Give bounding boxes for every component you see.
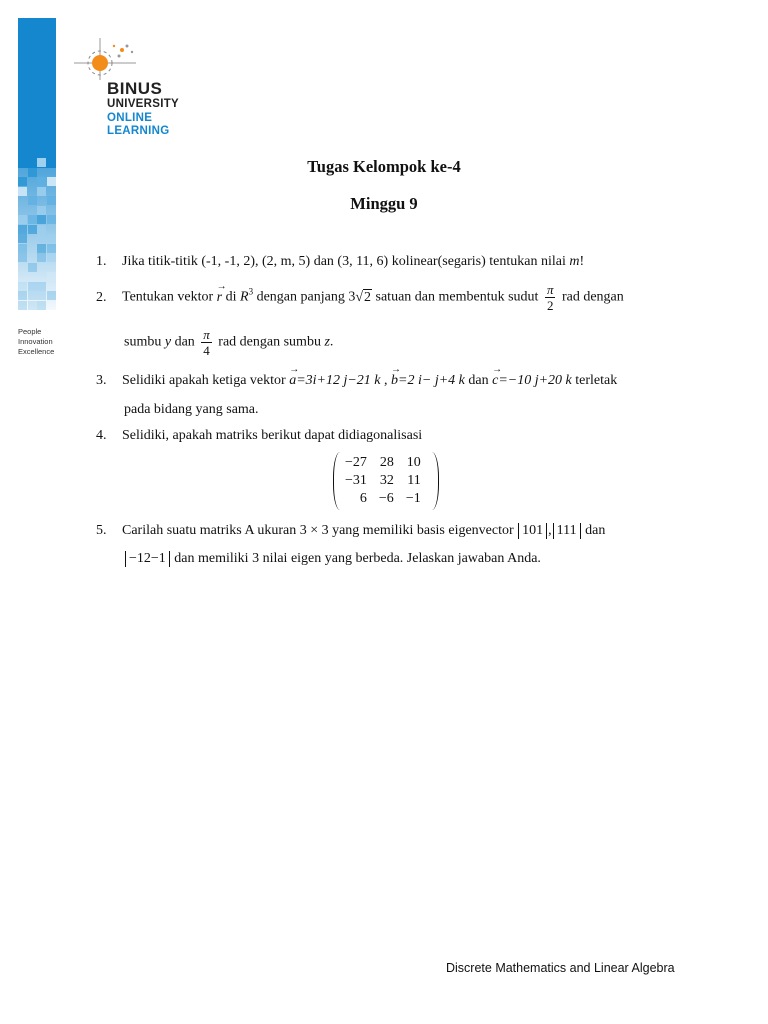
eigenvector-2: 111	[553, 523, 581, 539]
fraction-pi-over-2	[545, 283, 556, 312]
vector-b	[391, 364, 402, 388]
binus-logo	[70, 36, 200, 146]
sidebar-pixel	[47, 272, 56, 281]
matrix-cell: 28	[379, 455, 394, 470]
question-2-text-e: rad dengan	[558, 289, 624, 305]
sidebar-pixel	[47, 234, 56, 243]
binus-logo-text	[107, 80, 179, 138]
vector-r-letter: r	[216, 289, 223, 305]
sidebar-pixel	[37, 244, 46, 253]
sidebar-pixel	[18, 301, 27, 310]
logo-university: UNIVERSITY	[107, 98, 180, 110]
page-subtitle: Minggu 9	[350, 194, 418, 213]
question-2-line-2	[124, 328, 333, 357]
question-1-text: Jika titik-titik (-1, -1, 2), (2, m, 5) dan (3, 11, 6) kolinear(segaris) tentukan nilai	[122, 254, 570, 269]
sidebar-pixel	[47, 215, 56, 224]
question-4	[96, 428, 422, 444]
matrix-row-2	[339, 472, 427, 490]
question-1-number: 1.	[96, 254, 107, 269]
matrix-cell: 6	[359, 491, 367, 506]
sqrt-expression	[355, 290, 372, 306]
vector-a-arrow-icon: →	[289, 364, 300, 375]
vector-c-letter: c	[492, 373, 499, 388]
question-4-number: 4.	[96, 428, 107, 443]
sqrt-value: 2	[364, 289, 372, 305]
sidebar-pixel	[28, 215, 37, 224]
question-5-line-2	[124, 551, 541, 567]
vector-a	[289, 364, 300, 388]
question-2-line2-b: dan	[171, 334, 199, 350]
space-R: R	[240, 289, 249, 305]
question-1-end: !	[579, 254, 585, 269]
matrix-cell: −6	[378, 491, 394, 506]
matrix-cell: 32	[379, 473, 394, 488]
vector-b-letter: b	[391, 373, 399, 388]
question-2-text-d: satuan dan membentuk sudut	[372, 289, 542, 305]
question-2-text-c: dengan panjang 3	[253, 289, 356, 305]
sidebar-pixel	[28, 291, 37, 300]
matrix	[333, 452, 439, 512]
question-3-sep-1: ,	[380, 373, 392, 388]
question-3-sep-2: dan	[464, 373, 493, 388]
question-2-line2-d: .	[329, 334, 334, 350]
sidebar-solid-band	[18, 18, 56, 168]
sidebar-pixel	[37, 253, 46, 262]
fraction-pi-over-4	[201, 328, 212, 357]
question-4-text: Selidiki, apakah matriks berikut dapat didiagonalisasi	[122, 428, 423, 443]
vector-r	[216, 280, 227, 305]
sqrt-radical-icon: √	[355, 289, 364, 305]
sidebar-pixel	[37, 291, 46, 300]
matrix-cell: −27	[345, 455, 367, 470]
vector-r-arrow-icon: →	[216, 280, 227, 292]
question-3-text-a: Selidiki apakah ketiga vektor	[122, 373, 290, 388]
fraction-1-numerator: π	[546, 282, 554, 297]
matrix-row-3	[339, 490, 427, 508]
question-2-line2-c: rad dengan sumbu	[214, 334, 325, 350]
logo-binus: BINUS	[107, 79, 163, 98]
vector-a-letter: a	[289, 373, 297, 388]
sidebar-pixel	[28, 301, 37, 310]
sidebar-pixel	[18, 282, 27, 291]
question-5-line-1	[96, 523, 605, 539]
question-5-text-c: dan memiliki 3 nilai eigen yang berbeda. Jelaskan jawaban Anda.	[170, 551, 541, 566]
sidebar-pixel	[37, 215, 46, 224]
axis-y: y	[164, 334, 172, 350]
eigenvector-3: −12−1	[125, 551, 170, 567]
sidebar-pixel	[18, 177, 27, 186]
matrix-cell: 10	[406, 455, 421, 470]
vector-c-expression: =−10 j+20 k	[498, 373, 572, 388]
matrix-cell: −1	[405, 491, 421, 506]
sidebar-pixel	[18, 253, 27, 262]
question-2-line-1	[96, 280, 624, 313]
tagline-innovation: Innovation	[18, 337, 53, 346]
question-5-text-a: Carilah suatu matriks A ukuran 3 × 3 yang memiliki basis eigenvector	[122, 523, 518, 538]
matrix-table	[339, 454, 427, 508]
sidebar-pixel	[37, 225, 46, 234]
tagline-people: People	[18, 327, 42, 336]
sidebar-pixel	[28, 282, 37, 291]
axis-z: z	[324, 334, 330, 350]
matrix-row-1	[339, 454, 427, 472]
vector-b-arrow-icon: →	[391, 364, 402, 375]
page-title: Tugas Kelompok ke-4	[307, 157, 461, 176]
question-2-text-a: Tentukan vektor	[122, 289, 217, 305]
question-2-text-b: di	[222, 289, 241, 305]
question-2-number: 2.	[96, 289, 107, 305]
matrix-right-paren	[432, 452, 439, 510]
question-3-text-b: terletak	[571, 373, 618, 388]
sidebar-pixel	[18, 225, 27, 234]
sidebar-pixel	[18, 215, 27, 224]
logo-learning: LEARNING	[107, 125, 170, 137]
sidebar-pixel	[37, 301, 46, 310]
sidebar-pixel	[47, 282, 56, 291]
fraction-1-denominator: 2	[546, 298, 554, 313]
sidebar-pixel	[47, 253, 56, 262]
binus-logo-mark-icon	[72, 36, 147, 81]
sidebar-pixel	[18, 291, 27, 300]
question-1-var: m	[569, 254, 580, 269]
sidebar-pixel	[47, 244, 56, 253]
eigenvector-1: 101	[518, 523, 547, 539]
sidebar-pixel	[37, 177, 46, 186]
sidebar-pixel	[28, 225, 37, 234]
vector-b-expression: =2 i− j+4 k	[398, 373, 465, 388]
space-R-exponent: 3	[248, 286, 254, 297]
vector-a-expression: =3i+12 j−21 k	[296, 373, 381, 388]
vector-c-arrow-icon: →	[492, 364, 503, 375]
question-5-text-b: dan	[581, 523, 606, 538]
question-3-line-1	[96, 364, 618, 389]
sidebar-pixel	[18, 234, 27, 243]
tagline-excellence: Excellence	[18, 347, 55, 356]
question-3-number: 3.	[96, 373, 107, 388]
sidebar-pixel	[28, 263, 37, 272]
footer-course-name: Discrete Mathematics and Linear Algebra	[446, 961, 675, 975]
sidebar-pixel	[37, 234, 46, 243]
matrix-cell: −31	[345, 473, 367, 488]
question-1	[96, 254, 584, 270]
question-5-number: 5.	[96, 523, 107, 538]
vector-c	[492, 364, 503, 388]
question-3-line-2: pada bidang yang sama.	[124, 402, 259, 417]
fraction-2-denominator: 4	[203, 343, 210, 358]
tagline	[18, 327, 54, 357]
matrix-cell: 11	[407, 473, 421, 488]
question-5-comma: ,	[548, 523, 552, 538]
sidebar-pixel	[18, 244, 27, 253]
sidebar-pixel	[47, 177, 56, 186]
question-2-line2-a: sumbu	[124, 334, 165, 350]
fraction-2-numerator: π	[203, 327, 210, 342]
sidebar-pixel	[37, 282, 46, 291]
logo-online: ONLINE	[107, 111, 153, 124]
sidebar-pixel	[47, 291, 56, 300]
